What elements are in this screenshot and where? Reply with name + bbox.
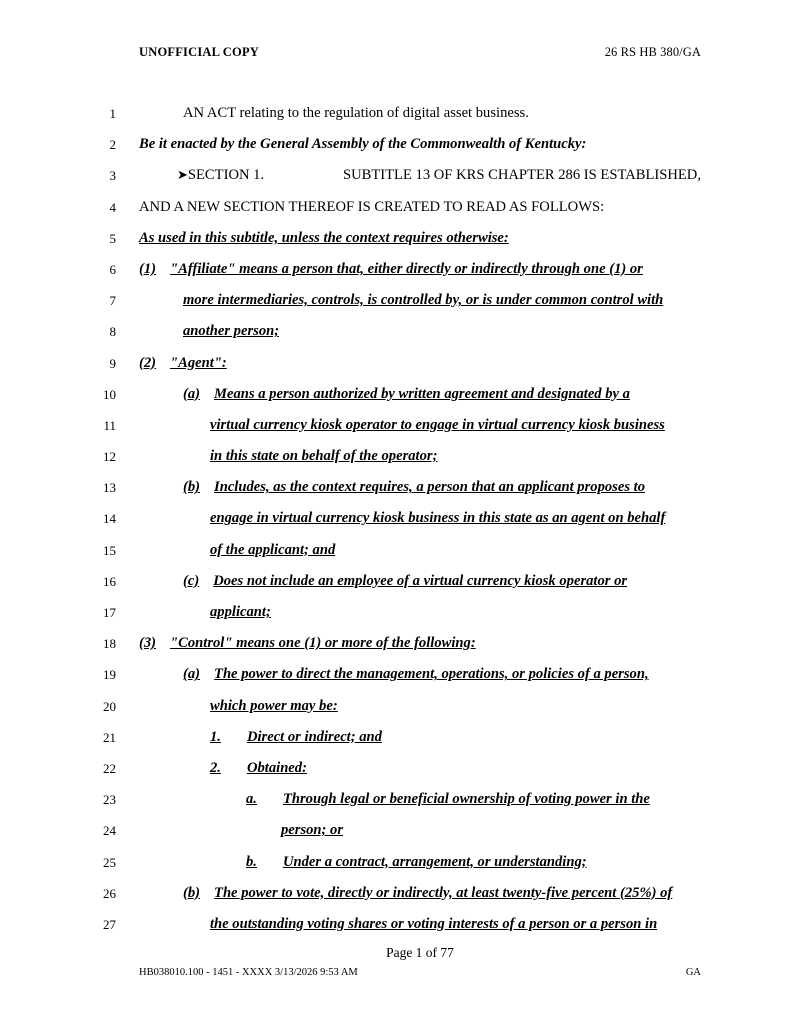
line-body: The power to vote, directly or indirectly, at least twenty-five percent (25%) of (214, 884, 673, 901)
text-line (0, 603, 793, 634)
line-text (139, 385, 701, 404)
text-line (0, 821, 793, 852)
footer-row (139, 967, 701, 978)
line-text (139, 790, 701, 809)
line-text (139, 884, 701, 903)
line-number: 24 (103, 823, 116, 839)
page-number: Page 1 of 77 (386, 945, 454, 960)
line-number: 5 (109, 230, 116, 246)
section-marker (177, 166, 290, 185)
list-marker: (1) (139, 260, 157, 277)
list-marker: (b) (183, 479, 201, 496)
line-text: Be it enacted by the General Assembly of the Commonwealth of Kentucky: (139, 136, 587, 153)
text-line (0, 634, 793, 665)
line-number: 1 (109, 106, 116, 121)
line-number: 17 (103, 605, 116, 620)
line-text: As used in this subtitle, unless the context requires otherwise: (139, 229, 509, 246)
line-body: Obtained: (246, 759, 307, 776)
list-marker: (2) (139, 354, 157, 371)
text-line (0, 697, 793, 728)
text-line (0, 790, 793, 821)
line-text: AND A NEW SECTION THEREOF IS CREATED TO READ AS FOLLOWS: (139, 198, 605, 215)
line-text (139, 572, 701, 591)
line-text (139, 354, 701, 373)
line-number: 15 (103, 542, 116, 558)
line-text: AN ACT relating to the regulation of digital asset business. (183, 105, 529, 121)
text-line (0, 260, 793, 291)
line-text (139, 665, 701, 684)
line-text: more intermediaries, controls, is controlled by, or is under common control with (183, 292, 664, 309)
line-number: 6 (109, 261, 116, 277)
line-number: 22 (103, 760, 116, 776)
line-text: of the applicant; and (210, 541, 336, 558)
line-text (139, 478, 701, 497)
text-line (0, 322, 793, 353)
text-line (0, 104, 793, 135)
line-number: 2 (109, 137, 116, 153)
footer-doc-id: HB038010.100 - 1451 - XXXX 3/13/2026 9:53 AM (139, 967, 358, 978)
list-marker: 1. (210, 728, 221, 745)
page-header (139, 45, 701, 60)
line-body: "Affiliate" means a person that, either directly or indirectly through one (1) or (170, 260, 643, 277)
line-body: Includes, as the context requires, a person that an applicant proposes to (214, 479, 645, 496)
list-marker: 2. (210, 759, 221, 776)
line-number: 10 (103, 386, 116, 402)
line-number: 14 (103, 511, 116, 527)
section-heading: SUBTITLE 13 OF KRS CHAPTER 286 IS ESTABLISHED, (342, 167, 701, 184)
line-number: 25 (103, 854, 116, 870)
line-text (139, 166, 701, 185)
line-number: 3 (109, 168, 116, 184)
line-number: 20 (103, 698, 116, 714)
line-body: Does not include an employee of a virtual currency kiosk operator or (213, 572, 628, 589)
text-line (0, 385, 793, 416)
text-line (0, 728, 793, 759)
list-marker: (a) (183, 666, 201, 683)
line-body: "Control" means one (1) or more of the following: (170, 635, 476, 652)
footer-ga-label: GA (685, 967, 701, 978)
line-number: 4 (109, 199, 116, 215)
line-text: applicant; (210, 604, 271, 620)
line-text: in this state on behalf of the operator; (210, 448, 438, 465)
text-line (0, 884, 793, 915)
text-line (0, 478, 793, 509)
list-marker: (3) (139, 635, 157, 652)
text-line (0, 541, 793, 572)
header-bill-id: 26 RS HB 380/GA (604, 45, 701, 59)
section-label: SECTION 1. (187, 167, 265, 184)
list-marker: a. (246, 791, 257, 808)
text-line (0, 665, 793, 696)
line-text (139, 759, 701, 778)
text-line (0, 572, 793, 603)
text-line (0, 354, 793, 385)
line-text (139, 260, 701, 279)
list-marker: (b) (183, 884, 201, 901)
line-number: 19 (103, 667, 116, 683)
list-marker: (a) (183, 385, 201, 402)
text-line (0, 198, 793, 229)
page-footer (139, 945, 701, 978)
line-number: 18 (103, 636, 116, 652)
line-text (139, 728, 701, 747)
line-text: which power may be: (210, 697, 338, 714)
line-number: 12 (103, 449, 116, 465)
line-body: Under a contract, arrangement, or understanding; (282, 853, 587, 870)
text-line (0, 509, 793, 540)
text-line (0, 135, 793, 166)
line-number: 27 (103, 916, 116, 932)
text-line (0, 166, 793, 197)
line-number: 26 (103, 885, 116, 901)
line-text: person; or (281, 822, 344, 839)
text-line (0, 416, 793, 447)
line-number: 23 (103, 792, 116, 808)
line-number: 16 (103, 573, 116, 589)
line-body: Direct or indirect; and (246, 728, 382, 745)
text-line (0, 229, 793, 260)
line-body: "Agent": (170, 354, 227, 371)
line-body: The power to direct the management, operations, or policies of a person, (214, 666, 649, 683)
text-line (0, 853, 793, 884)
text-line (0, 447, 793, 478)
line-number: 8 (109, 324, 116, 340)
line-number: 11 (103, 417, 116, 433)
line-text (139, 634, 701, 653)
arrow-right-icon: ➤ (177, 168, 188, 184)
text-line (0, 291, 793, 322)
text-line (0, 759, 793, 790)
line-number: 9 (109, 355, 116, 371)
line-number: 7 (109, 293, 116, 309)
line-text: engage in virtual currency kiosk business in this state as an agent on behalf (210, 510, 666, 527)
line-number: 13 (103, 480, 116, 496)
line-number: 21 (103, 729, 116, 745)
header-unofficial-copy: UNOFFICIAL COPY (139, 45, 260, 59)
list-marker: (c) (183, 572, 200, 589)
line-text: virtual currency kiosk operator to engage in virtual currency kiosk business (210, 416, 665, 433)
line-body: Through legal or beneficial ownership of voting power in the (282, 791, 650, 808)
line-body: Means a person authorized by written agreement and designated by a (214, 385, 630, 402)
line-text: the outstanding voting shares or voting interests of a person or a person in (210, 915, 658, 932)
bill-text-body (0, 104, 793, 946)
line-text: another person; (183, 323, 280, 340)
text-line (0, 915, 793, 946)
line-text (139, 853, 701, 872)
list-marker: b. (246, 853, 257, 870)
